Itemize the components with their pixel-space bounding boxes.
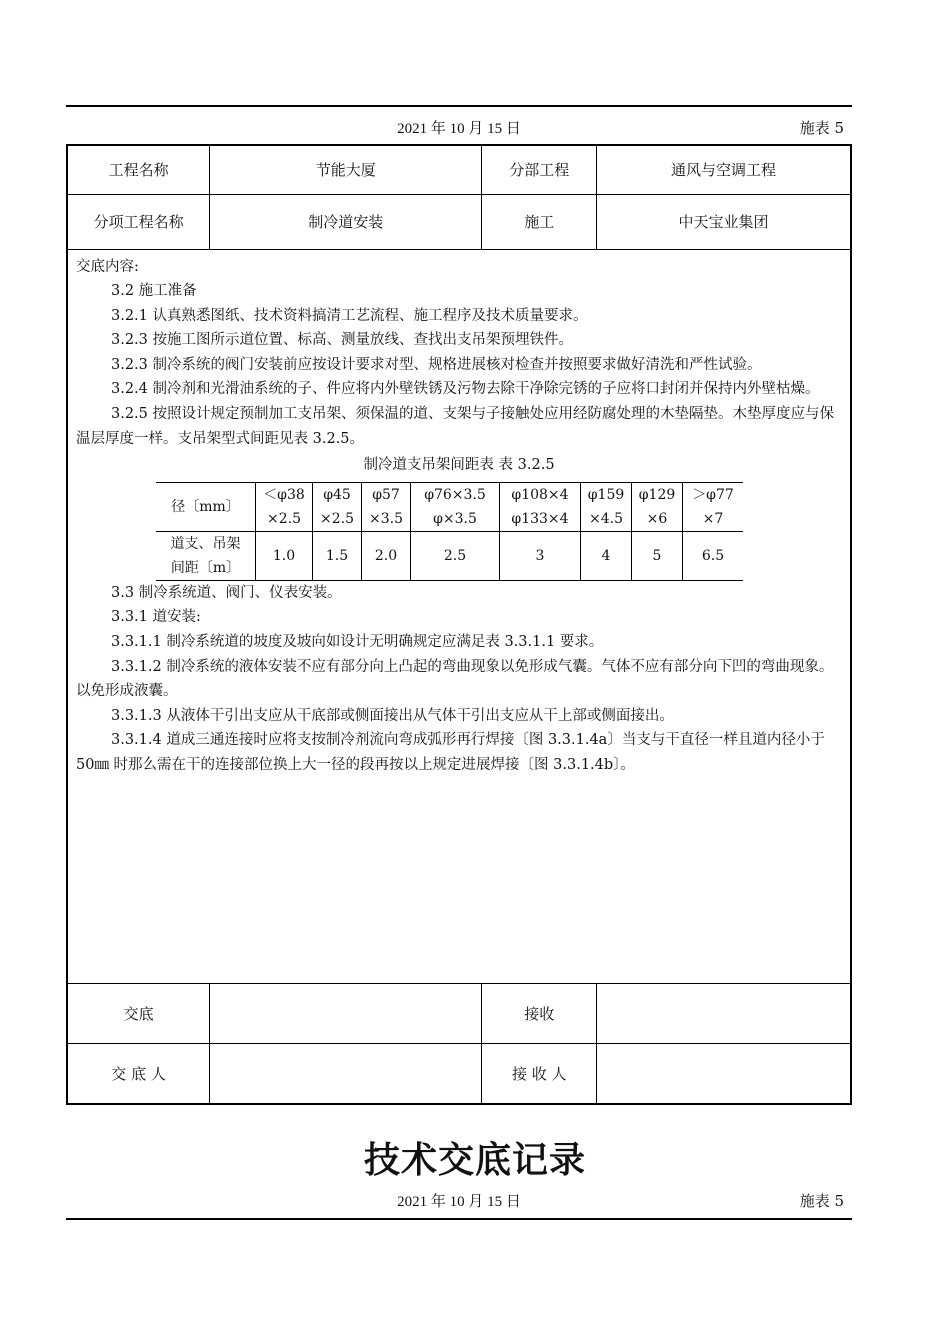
- spacing-cell: 1.0: [256, 531, 313, 580]
- division-value: 通风与空调工程: [597, 145, 851, 194]
- header-date: 2021 年 10 月 15 日: [397, 121, 521, 137]
- item-name-label: 分项工程名称: [67, 194, 210, 249]
- content-paragraph: 3.3.1.1 制冷系统道的坡度及坡向如设计无明确规定应满足表 3.3.1.1 要求。: [111, 634, 604, 651]
- content-paragraph: 3.2.3 按施工图所示道位置、标高、测量放线、查找出支吊架预埋铁件。: [111, 332, 574, 349]
- top-rule: [66, 105, 852, 107]
- content-paragraph: 3.2 施工准备: [111, 283, 197, 300]
- content-paragraph: 3.2.4 制冷剂和光滑油系统的子、件应将内外壁铁锈及污物去除干净除完锈的子应将口封闭并保持内外壁枯燥。: [111, 381, 820, 398]
- receiver-label: 接 收 人: [482, 1043, 597, 1104]
- footer-date: 2021 年 10 月 15 日: [397, 1194, 521, 1210]
- content-paragraph: 3.3.1.3 从液体干引出支应从干底部或侧面接出从气体干引出支应从干上部或侧面接出。: [111, 707, 674, 724]
- footer-dateline: [66, 1190, 852, 1210]
- handover-person-field[interactable]: [210, 1043, 482, 1104]
- spacing-cell: 1.5: [313, 531, 362, 580]
- bottom-rule: [66, 1218, 852, 1220]
- handover-person-label: 交 底 人: [67, 1043, 210, 1104]
- spacing-cell: 4: [581, 531, 632, 580]
- header-dateline: [66, 117, 852, 137]
- spacing-cell: 2.0: [362, 531, 411, 580]
- diameter-cell: φ45 ×2.5: [313, 482, 362, 531]
- spacing-header: 道支、吊架 间距〔m〕: [156, 531, 256, 580]
- contractor-label: 施工: [482, 194, 597, 249]
- spacing-cell: 6.5: [683, 531, 744, 580]
- diameter-cell: ＜φ38 ×2.5: [256, 482, 313, 531]
- content-paragraph: 3.3.1 道安装:: [111, 609, 201, 626]
- content-paragraph: 3.3.1.2 制冷系统的液体安装不应有部分向上凸起的弯曲现象以免形成气囊。气体不应有部分向下凹的弯曲现象。以免形成液囊。: [76, 658, 834, 700]
- spacing-table: [156, 482, 743, 581]
- project-name-label: 工程名称: [67, 145, 210, 194]
- receive-label: 接收: [482, 983, 597, 1043]
- content-paragraph: 3.3.1.4 道成三通连接时应将支按制冷剂流向弯成弧形再行焊接〔图 3.3.1.4a〕当支与干直径一样且道内径小于 50㎜ 时那么需在干的连接部位换上大一径的段再按以上规定进展焊接〔图 3.3.1.4b〕。: [76, 732, 825, 773]
- diameter-cell: ＞φ77 ×7: [683, 482, 744, 531]
- content-paragraph: 3.2.5 按照设计规定预制加工支吊架、须保温的道、支架与子接触处应用经防腐处理的木垫隔垫。木垫厚度应与保温层厚度一样。支吊架型式间距见表 3.2.5。: [76, 406, 834, 447]
- content-label: 交底内容:: [76, 258, 139, 275]
- receiver-field[interactable]: [597, 1043, 851, 1104]
- content-paragraph: 3.2.3 制冷系统的阀门安装前应按设计要求对型、规格进展核对检查并按照要求做好清洗和严性试验。: [111, 356, 762, 373]
- disclosure-form: [66, 144, 852, 1105]
- diameter-cell: φ129 ×6: [632, 482, 683, 531]
- diameter-header: 径〔mm〕: [156, 482, 256, 531]
- project-name-value: 节能大厦: [210, 145, 482, 194]
- spacing-table-caption: 制冷道支吊架间距表 表 3.2.5: [363, 457, 555, 474]
- spacing-cell: 3: [500, 531, 581, 580]
- diameter-cell: φ76×3.5 φ×3.5: [411, 482, 500, 531]
- content-paragraph: 3.2.1 认真熟悉图纸、技术资料搞清工艺流程、施工程序及技术质量要求。: [111, 307, 588, 324]
- handover-label: 交底: [67, 983, 210, 1043]
- division-label: 分部工程: [482, 145, 597, 194]
- receive-field[interactable]: [597, 983, 851, 1043]
- handover-field[interactable]: [210, 983, 482, 1043]
- disclosure-content: [67, 249, 851, 983]
- content-paragraph: 3.3 制冷系统道、阀门、仪表安装。: [111, 584, 342, 601]
- diameter-cell: φ57 ×3.5: [362, 482, 411, 531]
- contractor-value: 中天宝业集团: [597, 194, 851, 249]
- spacing-cell: 5: [632, 531, 683, 580]
- header-form-number: 施表 5: [799, 119, 844, 137]
- spacing-cell: 2.5: [411, 531, 500, 580]
- diameter-cell: φ108×4 φ133×4: [500, 482, 581, 531]
- item-name-value: 制冷道安装: [210, 194, 482, 249]
- footer-form-number: 施表 5: [799, 1192, 844, 1210]
- document-title: 技术交底记录: [363, 1140, 586, 1181]
- diameter-cell: φ159 ×4.5: [581, 482, 632, 531]
